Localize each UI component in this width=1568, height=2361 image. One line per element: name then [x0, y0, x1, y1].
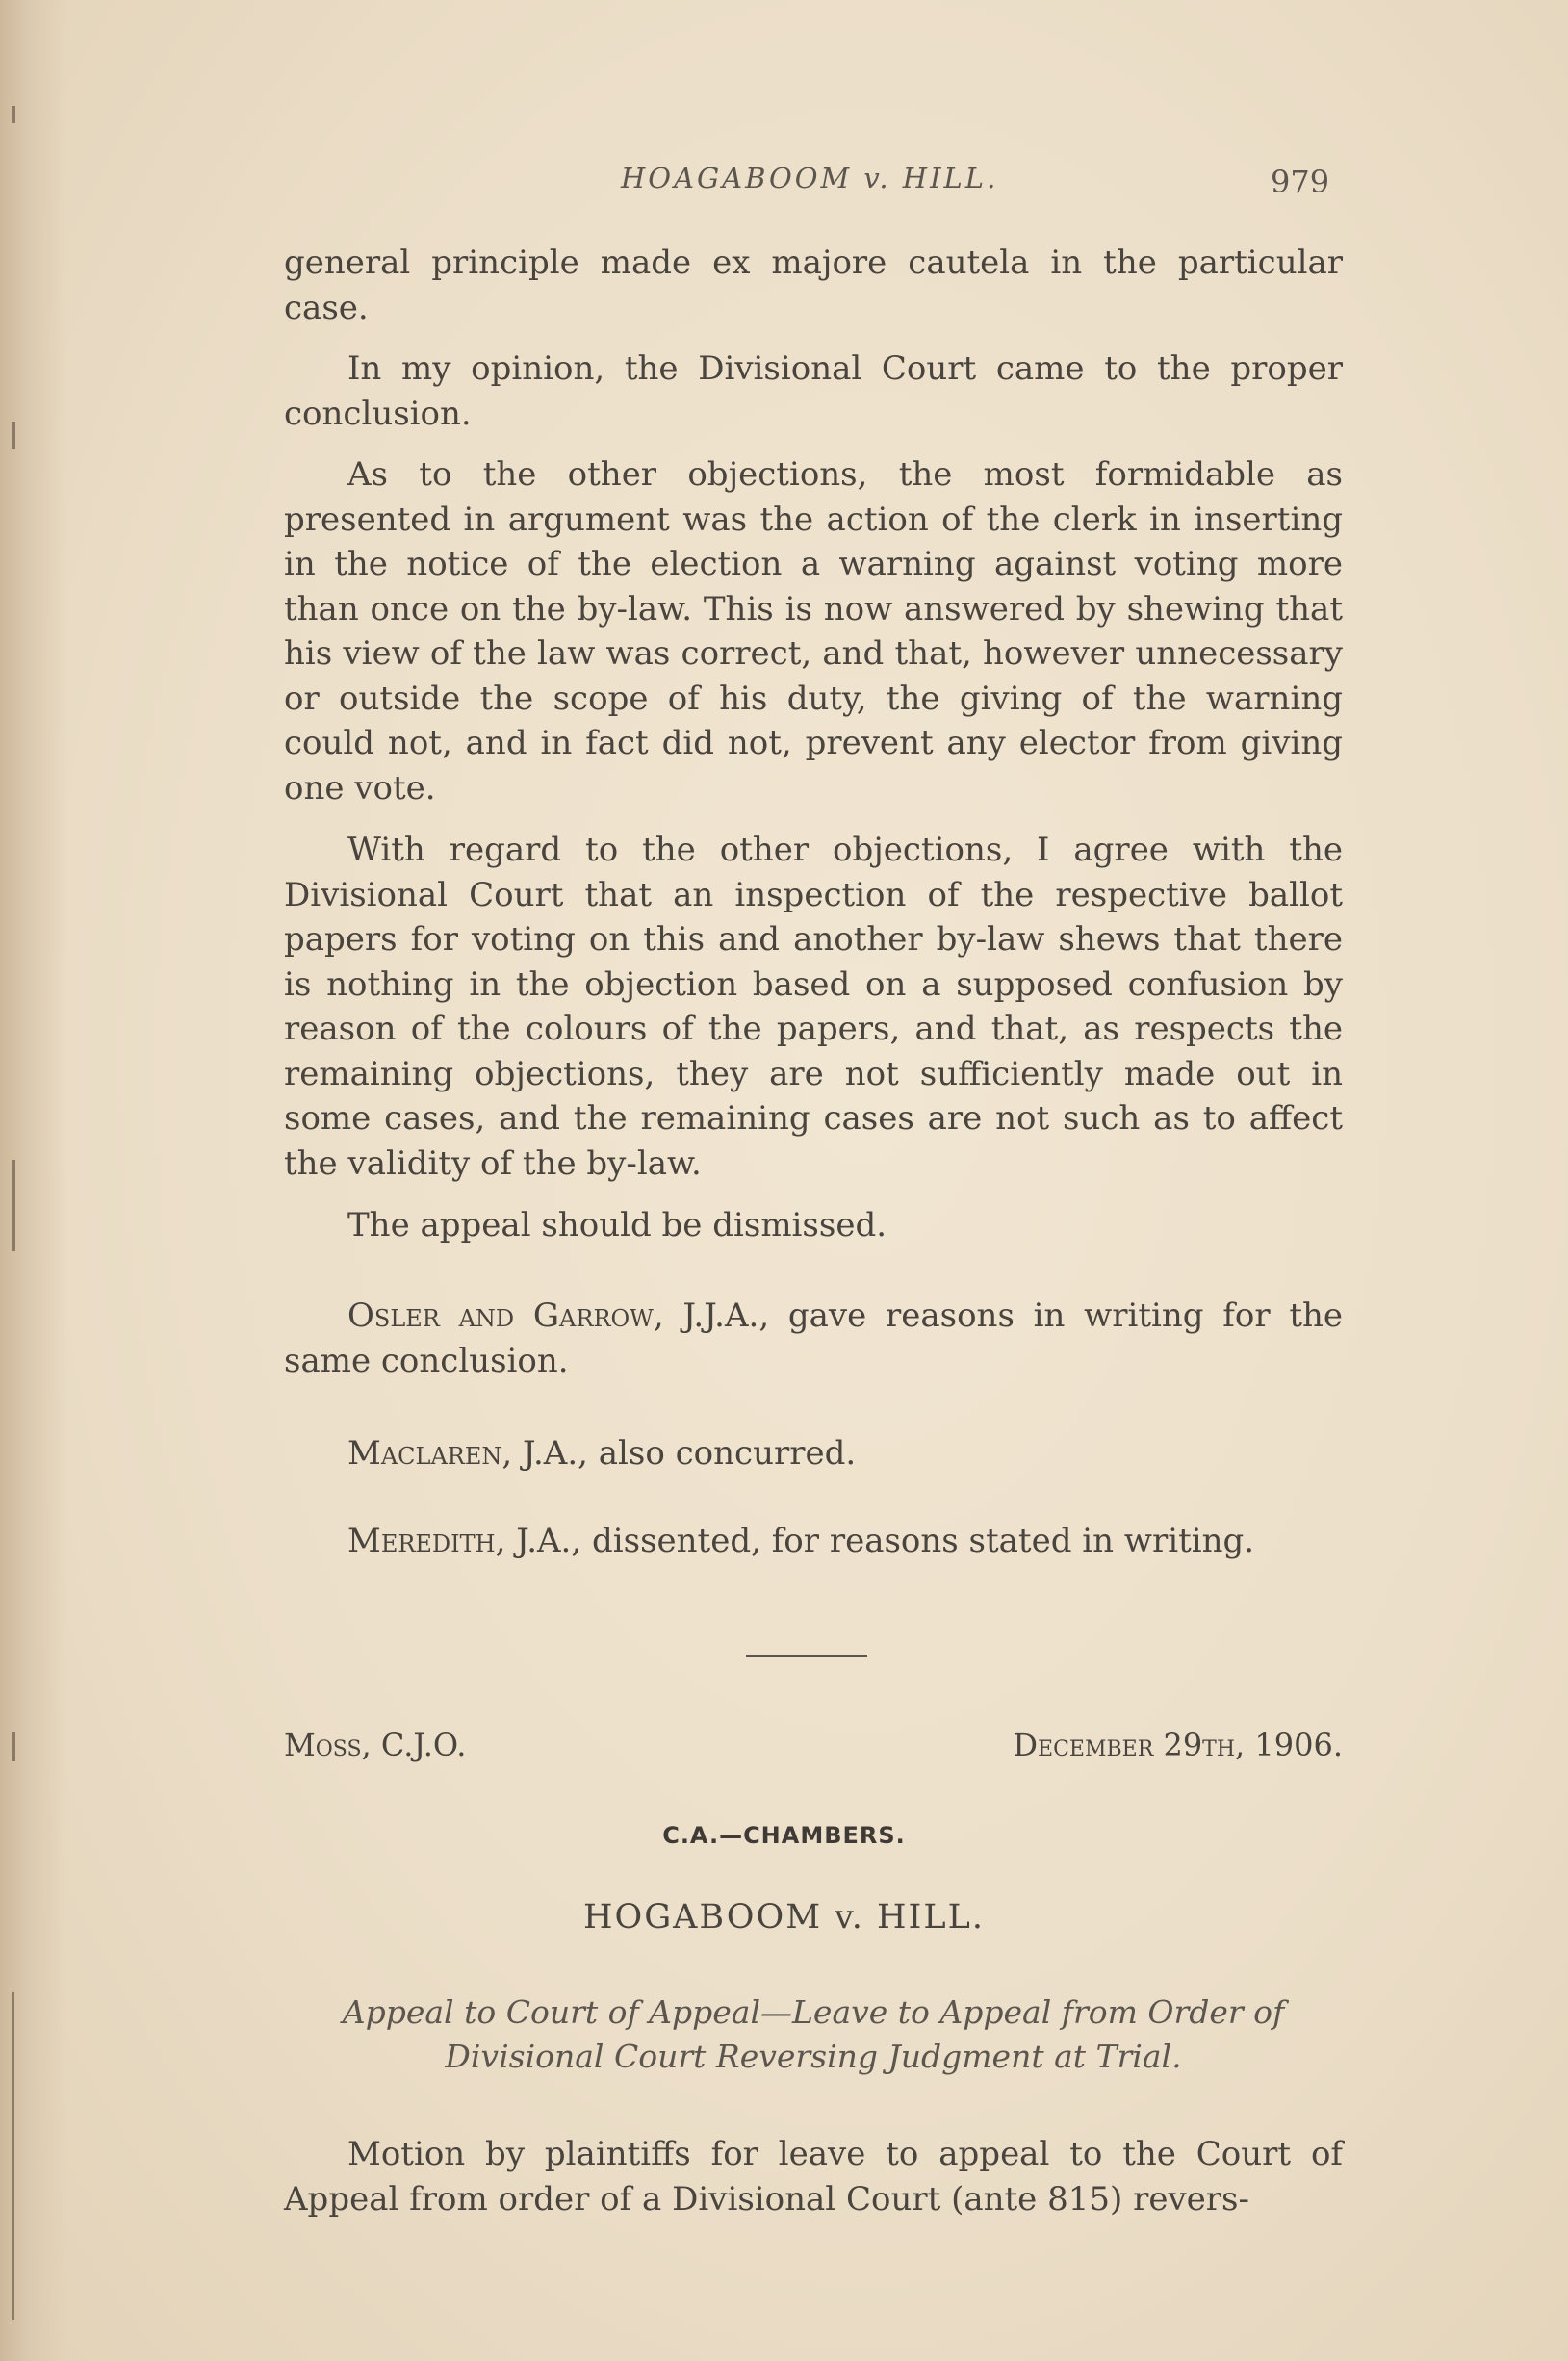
- judge-name: Meredith: [347, 1522, 496, 1560]
- binding-gutter: [0, 0, 67, 2361]
- judge-name: Maclaren: [347, 1434, 502, 1473]
- decision-date: December 29th, 1906.: [1013, 1727, 1343, 1763]
- section-divider: [746, 1655, 867, 1657]
- concurrence: [284, 1294, 1343, 1383]
- paragraph: general principle made ex majore cautela in the particular case.: [284, 244, 1343, 327]
- paragraph: In my opinion, the Divisional Court came to the proper conclusion.: [284, 349, 1343, 433]
- court-name: C.A.—CHAMBERS.: [662, 1822, 906, 1849]
- binding-thread: [12, 106, 15, 123]
- presiding-judge: Moss, C.J.O.: [284, 1727, 467, 1763]
- judge-name: Osler and Garrow: [347, 1296, 654, 1335]
- paragraph: Motion by plaintiffs for leave to appeal to the Court of Appeal from order of a Divisional Court (ante 815) revers-: [284, 2135, 1343, 2219]
- concurrence: [284, 1431, 1343, 1476]
- concurrence-text: , J.J.A., gave reasons in writing for the same conclusion.: [284, 1296, 1343, 1380]
- page-number: 979: [1271, 164, 1330, 200]
- paragraph: The appeal should be dismissed.: [347, 1206, 887, 1245]
- binding-thread: [12, 1732, 15, 1761]
- running-head: HOAGABOOM v. HILL.: [621, 162, 999, 194]
- paragraph: With regard to the other objections, I agree with the Divisional Court that an inspection of the respective ballot papers for voting on this and another by-law shews that there is nothing in the objection based on a supposed confusion by reason of the colours of the papers, and that, as respects the remaining objections, they are not sufficiently made out in some cases, and the remaining cases are not such as to affect the validity of the by-law.: [284, 831, 1343, 1183]
- concurrence-text: , J.A., dissented, for reasons stated in writing.: [495, 1522, 1255, 1560]
- binding-thread: [12, 422, 15, 449]
- concurrence-text: , J.A., also concurred.: [501, 1434, 857, 1473]
- paragraph: As to the other objections, the most formidable as presented in argument was the action of the clerk in inserting in the notice of the election a warning against voting more than once on the by-law. This is now answered by shewing that his view of the law was correct, and that, however unnecessary or outside the scope of his duty, the giving of the warning could not, and in fact did not, prevent any elector from giving one vote.: [284, 455, 1343, 808]
- case-title: HOGABOOM v. HILL.: [582, 1898, 985, 1937]
- headnote: Appeal to Court of Appeal—Leave to Appeal from Order of Divisional Court Reversing Judgment at Trial.: [342, 1993, 1285, 2075]
- concurrence: [284, 1519, 1343, 1564]
- binding-thread: [12, 1992, 14, 2320]
- binding-thread: [12, 1160, 15, 1251]
